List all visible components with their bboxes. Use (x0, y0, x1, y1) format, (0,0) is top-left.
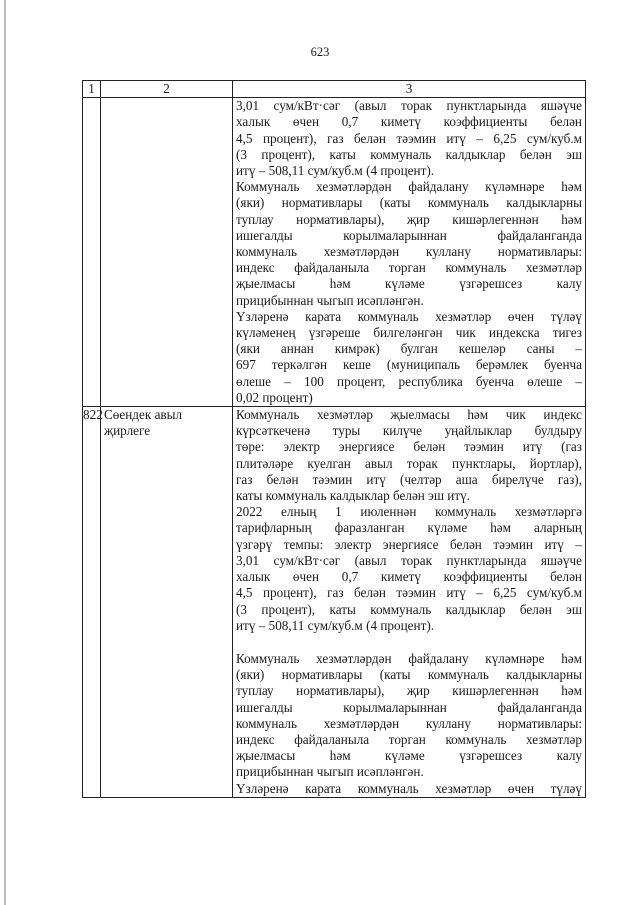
text-line: туплау нормативлары), җир кишәрлегеннән һәм (236, 683, 582, 699)
paragraph-spacer (236, 634, 582, 651)
text-line: итү – 508,11 сум/куб.м (4 процент). (236, 163, 435, 179)
text-line: Үзләренә карата коммуналь хезмәтләр өчен түләү (236, 308, 582, 324)
text-line: итү – 508,11 сум/куб.м (4 процент). (236, 617, 435, 633)
text-line: халык өчен 0,7 киметү коэффициенты белән (236, 114, 582, 130)
text-line: Коммуналь хезмәтләрдән файдалану күләмнәре һәм (236, 179, 582, 195)
text-line: күрсәткеченә туры килүче уңайлыклар булдыру (236, 423, 582, 439)
settlement-name-line: җирлеге (104, 423, 151, 439)
page-number: 623 (310, 45, 330, 59)
text-line: прицибыннан чыгып исәпләнгән. (236, 292, 424, 308)
text-line: (яки) нормативлары (каты коммуналь калдыкларны (236, 195, 582, 211)
description-cell (233, 98, 586, 407)
text-line: 0,02 процент) (236, 389, 313, 405)
settlement-name-cell (101, 98, 233, 407)
text-line: Үзләренә карата коммуналь хезмәтләр өчен түләү (236, 780, 582, 796)
text-line: 4,5 процент), газ белән тәэмин итү – 6,25 сум/куб.м (236, 130, 582, 146)
scan-margin-line (4, 0, 6, 905)
text-line: газ белән тәэмин итү (челтәр аша бирелүче газ), (236, 471, 582, 487)
text-line: каты коммуналь калдыклар белән эш итү. (236, 488, 470, 504)
text-line: индекс файдаланыла торган коммуналь хезмәтләр (236, 731, 582, 747)
header-col-3: 3 (233, 81, 586, 98)
row-number-cell (83, 98, 101, 407)
text-line: Коммуналь хезмәтләрдән файдалану күләмнәре һәм (236, 650, 582, 666)
document-table (82, 80, 586, 798)
text-line: җыелмасы һәм күләме үзгәрешсез калу (236, 276, 582, 292)
text-line: өлеше – 100 процент, республика буенча өлеше – (236, 373, 582, 389)
text-line: төре: электр энергиясе белән тәэмин итү (газ (236, 439, 582, 455)
header-col-2: 2 (101, 81, 233, 98)
text-line: тарифларның фаразланган күләме һәм аларның (236, 520, 582, 536)
text-line: коммуналь хезмәтләрдән куллану нормативлары: (236, 244, 582, 260)
text-line: (3 процент), каты коммуналь калдыклар белән эш (236, 146, 582, 162)
table-row (83, 407, 586, 798)
text-line: Коммуналь хезмәтләр җыелмасы һәм чик индекс (236, 407, 582, 423)
text-line: (3 процент), каты коммуналь калдыклар белән эш (236, 601, 582, 617)
text-line: туплау нормативлары), җир кишәрлегеннән һәм (236, 211, 582, 227)
text-line: коммуналь хезмәтләрдән куллану нормативлары: (236, 715, 582, 731)
text-line: ишегалды корылмаларыннан файдаланганда (236, 699, 582, 715)
settlement-name-cell (101, 407, 233, 798)
text-line: плитәләре куелган авыл торак пунктлары, йортлар), (236, 455, 582, 471)
text-line: прицибыннан чыгып исәпләнгән. (236, 764, 424, 780)
text-line: 2022 елның 1 июленнән коммуналь хезмәтләргә (236, 504, 582, 520)
text-line: 3,01 сум/кВт·сәг (авыл торак пунктларында яшәүче (236, 98, 582, 114)
text-line: (яки) нормативлары (каты коммуналь калдыкларны (236, 667, 582, 683)
text-line: 4,5 процент), газ белән тәэмин итү – 6,25 сум/куб.м (236, 585, 582, 601)
text-line: 3,01 сум/кВт·сәг (авыл торак пунктларында яшәүче (236, 552, 582, 568)
text-line: ишегалды корылмаларыннан файдаланганда (236, 227, 582, 243)
description-cell (233, 407, 586, 798)
text-line: җыелмасы һәм күләме үзгәрешсез калу (236, 748, 582, 764)
text-line: 697 теркәлгән кеше (муниципаль берәмлек буенча (236, 357, 582, 373)
settlement-name-line: Сөендек авыл (104, 407, 183, 423)
table-row (83, 98, 586, 407)
row-number-cell: 822 (83, 407, 101, 798)
text-line: күләменең үзгәреше билгеләнгән чик индекска тигез (236, 325, 582, 341)
header-col-1: 1 (83, 81, 101, 98)
text-line: үзгәрү темпы: электр энергиясе белән тәэмин итү – (236, 536, 582, 552)
text-line: халык өчен 0,7 киметү коэффициенты белән (236, 569, 582, 585)
text-line: индекс файдаланыла торган коммуналь хезмәтләр (236, 260, 582, 276)
text-line: (яки аннан кимрәк) булган кешеләр саны – (236, 341, 582, 357)
table-header-row (83, 81, 586, 98)
